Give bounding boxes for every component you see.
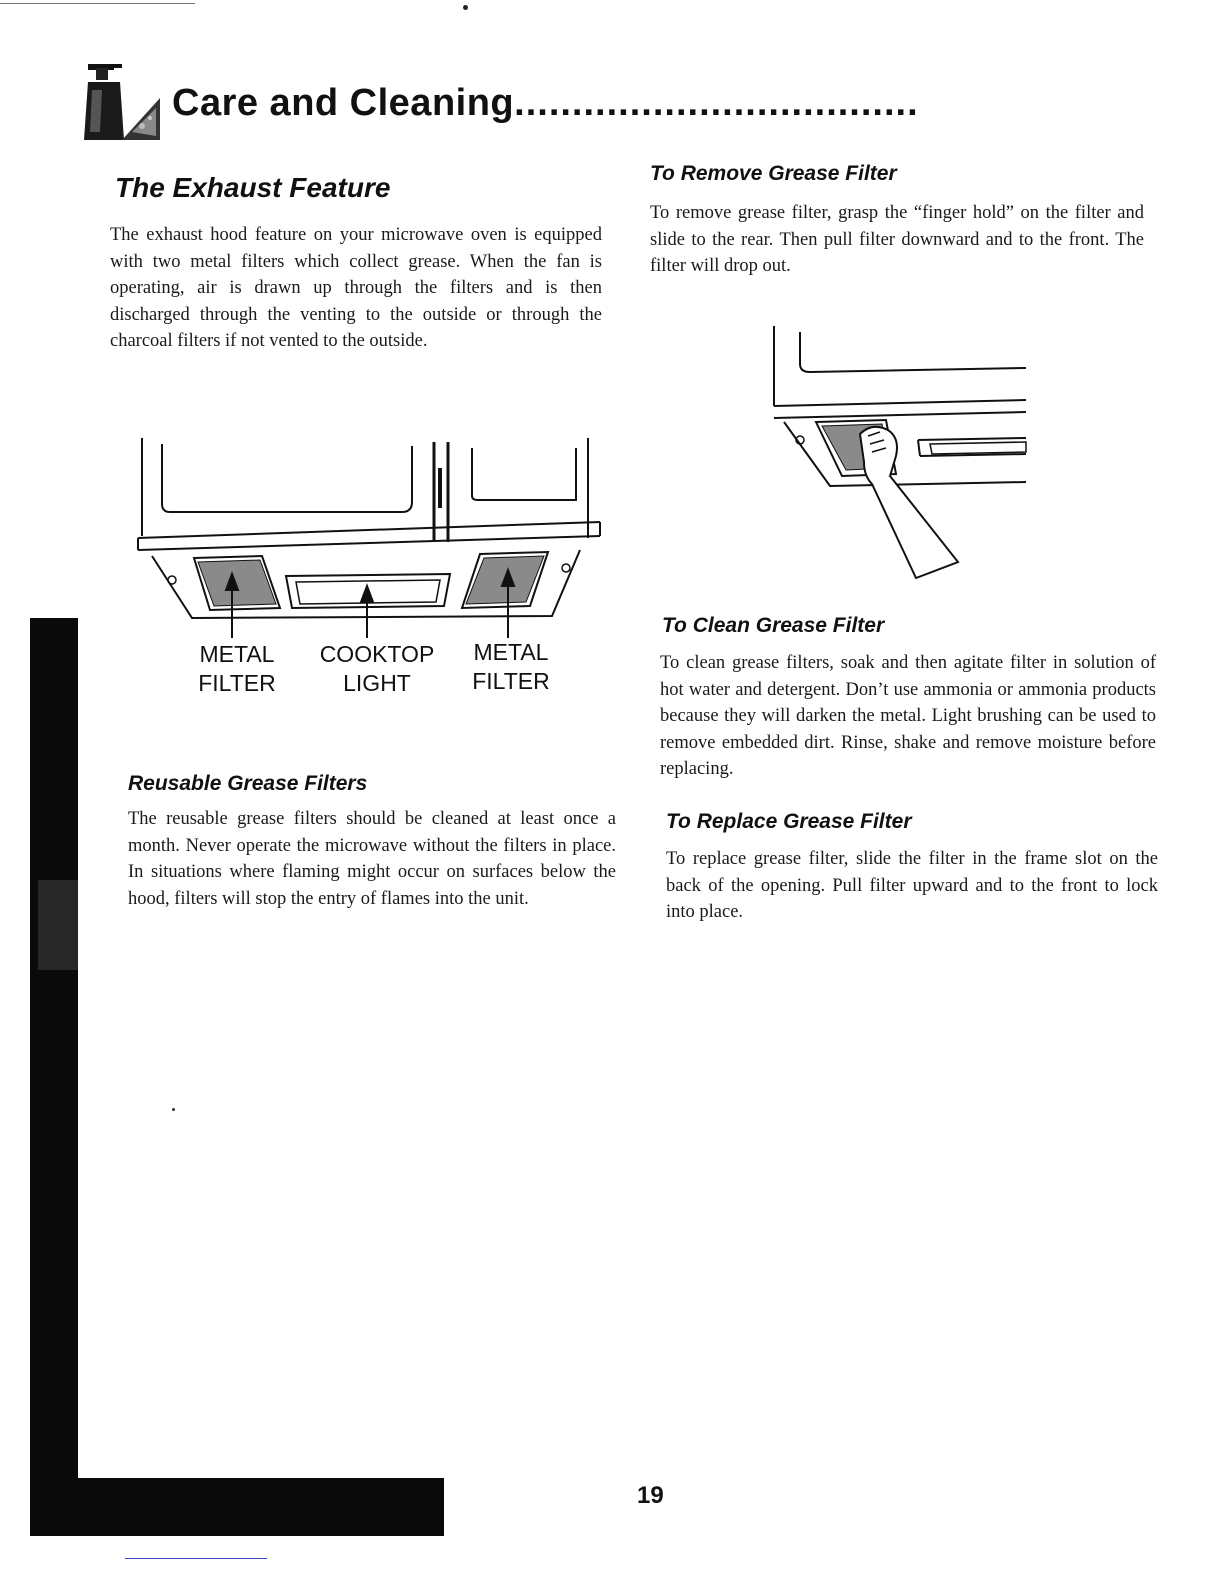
top-speck	[463, 5, 468, 10]
side-tab-bar	[30, 618, 78, 1536]
top-edge-rule	[0, 3, 195, 4]
callout-metal-filter-left-line2: FILTER	[198, 670, 276, 696]
bottom-tab-bar	[30, 1478, 444, 1536]
filter-removal-illustration	[768, 326, 1028, 586]
callout-metal-filter-right-line1: METAL	[473, 639, 549, 665]
callout-metal-filter-right-line2: FILTER	[472, 668, 550, 694]
section-title	[172, 82, 919, 125]
side-tab-grain	[38, 880, 78, 970]
callout-cooktop-light-line2: LIGHT	[343, 670, 411, 696]
callout-cooktop-light-line1: COOKTOP	[319, 641, 435, 667]
clean-body: To clean grease filters, soak and then agitate filter in solution of hot water and detergent. Don’t use ammonia or ammonia products because they will darken the metal. Light brushing can be used to remove embedded dirt. Rinse, shake and remove moisture before replacing.	[660, 653, 1156, 779]
callout-metal-filter-right	[446, 638, 576, 696]
exhaust-body: The exhaust hood feature on your microwave oven is equipped with two metal filters which collect grease. When the fan is operating, air is drawn up through the filters and is then discharged through the venting to the outside or through the charcoal filters if not vented to the outside.	[110, 225, 602, 351]
callout-metal-filter-left	[172, 640, 302, 698]
stray-dot	[172, 1108, 175, 1111]
remove-heading: To Remove Grease Filter	[650, 162, 897, 185]
remove-body: To remove grease filter, grasp the “finger hold” on the filter and slide to the rear. Then pull filter downward and to the front. The filter will drop out.	[650, 203, 1144, 276]
callout-cooktop-light	[300, 640, 454, 698]
hood-diagram	[132, 438, 612, 638]
footer-rule	[125, 1558, 267, 1559]
callout-metal-filter-left-line1: METAL	[199, 641, 275, 667]
spray-bottle-icon	[82, 62, 162, 142]
exhaust-heading: The Exhaust Feature	[115, 172, 391, 203]
replace-heading: To Replace Grease Filter	[666, 810, 912, 833]
reusable-heading: Reusable Grease Filters	[128, 772, 368, 795]
reusable-body: The reusable grease filters should be cleaned at least once a month. Never operate the microwave without the filters in place. In situations where flaming might occur on surfaces below the hood, filters will stop the entry of flames into the unit.	[128, 809, 616, 909]
clean-heading: To Clean Grease Filter	[662, 614, 885, 637]
page-number: 19	[637, 1482, 664, 1509]
replace-body: To replace grease filter, slide the filter in the frame slot on the back of the opening. Pull filter upward and to the front to lock into place.	[666, 849, 1158, 922]
section-title-text: Care and Cleaning	[172, 82, 515, 124]
title-leader-dots: ...................................	[514, 82, 919, 124]
